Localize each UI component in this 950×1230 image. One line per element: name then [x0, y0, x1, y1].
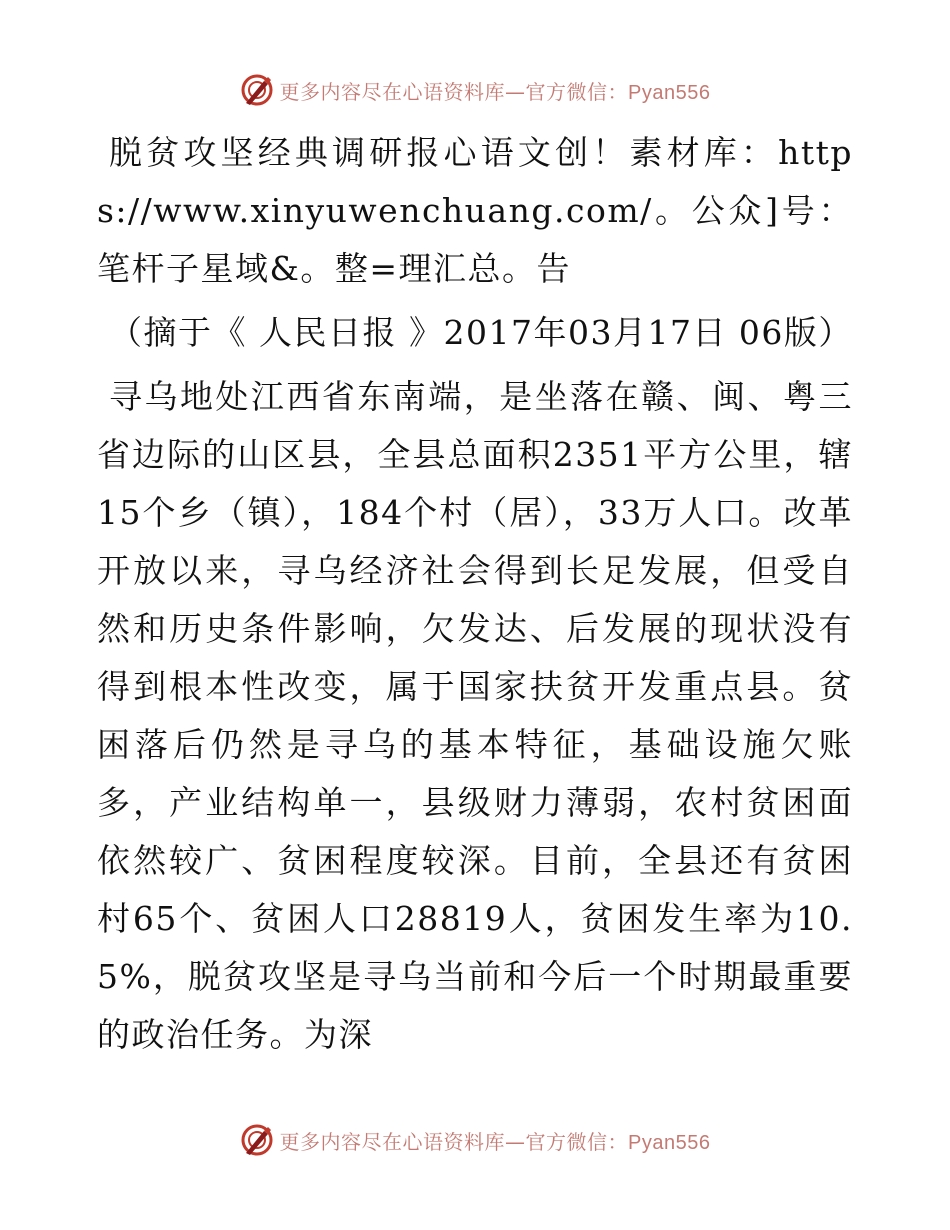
watermark-text: 更多内容尽在心语资料库—官方微信：Pyan556 — [279, 79, 711, 104]
header-watermark — [0, 70, 950, 110]
document-body — [97, 124, 853, 1064]
intro-paragraph: 脱贫攻坚经典调研报心语文创！素材库：https://www.xinyuwenchuang.com/。公众]号：笔杆子星域&。整=理汇总。告 — [97, 133, 853, 288]
source-paragraph: （摘于《 人民日报 》2017年03月17日 06版） — [109, 313, 853, 352]
pen-circle-logo-icon — [240, 73, 274, 107]
watermark-text: 更多内容尽在心语资料库—官方微信：Pyan556 — [279, 1129, 711, 1154]
body-paragraph: 寻乌地处江西省东南端，是坐落在赣、闽、粤三省边际的山区县，全县总面积2351平方公里，辖15个乡（镇），184个村（居），33万人口。改革开放以来，寻乌经济社会得到长足发展，但受自然和历史条件影响，欠发达、后发展的现状没有得到根本性改变，属于国家扶贫开发重点县。贫困落后仍然是寻乌的基本特征，基础设施欠账多，产业结构单一，县级财力薄弱，农村贫困面依然较广、贫困程度较深。目前，全县还有贫困村65个、贫困人口28819人，贫困发生率为10.5%，脱贫攻坚是寻乌当前和今后一个时期最重要的政治任务。为深 — [97, 377, 853, 1054]
pen-circle-logo-icon — [240, 1123, 274, 1157]
footer-watermark — [0, 1120, 950, 1160]
